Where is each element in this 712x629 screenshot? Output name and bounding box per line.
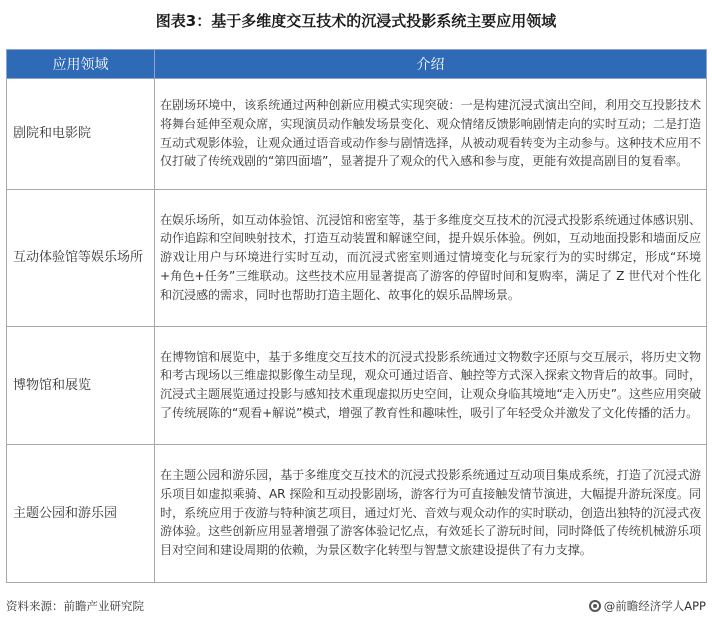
table-row: [7, 327, 707, 445]
table-header-row: [7, 50, 707, 79]
category-cell: 剧院和电影院: [7, 79, 155, 190]
brand-logo-icon: [589, 600, 601, 612]
table-row: [7, 79, 707, 190]
table-row: [7, 190, 707, 327]
chart-title: 图表3：基于多维度交互技术的沉浸式投影系统主要应用领域: [155, 12, 557, 30]
header-description: 介绍: [155, 50, 707, 79]
category-cell: 主题公园和游乐园: [7, 445, 155, 583]
header-category: 应用领域: [7, 50, 155, 79]
brand-credit: [589, 598, 706, 614]
category-cell: 互动体验馆等娱乐场所: [7, 190, 155, 327]
application-table: [6, 49, 707, 583]
table-row: [7, 445, 707, 583]
description-cell: 在娱乐场所，如互动体验馆、沉浸馆和密室等，基于多维度交互技术的沉浸式投影系统通过体感识别、动作追踪和空间映射技术，打造互动装置和解谜空间，提升娱乐体验。例如，互动地面投影和墙面反应游戏让用户与环境进行实时互动，而沉浸式密室则通过情境变化与玩家行为的实时绑定，形成“环境+角色+任务”三维联动。这些技术应用显著提高了游客的停留时间和复购率，满足了 Z 世代对个性化和沉浸感的需求，同时也帮助打造主题化、故事化的娱乐品牌场景。: [155, 190, 707, 327]
category-cell: 博物馆和展览: [7, 327, 155, 445]
description-cell: 在主题公园和游乐园，基于多维度交互技术的沉浸式投影系统通过互动项目集成系统，打造了沉浸式游乐项目如虚拟乘骑、AR 探险和互动投影剧场，游客行为可直接触发情节演进，大幅提升游玩深度。同时，系统应用于夜游与特种演艺项目，通过灯光、音效与观众动作的实时联动，创造出独特的沉浸式夜游体验。这些创新应用显著增强了游客体验记忆点，有效延长了游玩时间，同时降低了传统机械游乐项目对空间和建设周期的依赖，为景区数字化转型与智慧文旅建设提供了有力支撑。: [155, 445, 707, 583]
description-cell: 在博物馆和展览中，基于多维度交互技术的沉浸式投影系统通过文物数字还原与交互展示，将历史文物和考古现场以三维虚拟影像生动呈现，观众可通过语音、触控等方式深入探索文物背后的故事。同时，沉浸式主题展览通过投影与感知技术重现虚拟历史空间，让观众身临其境地“走入历史”。这些应用突破了传统展陈的“观看+解说”模式，增强了教育性和趣味性，吸引了年轻受众并激发了文化传播的活力。: [155, 327, 707, 445]
description-cell: 在剧场环境中，该系统通过两种创新应用模式实现突破：一是构建沉浸式演出空间，利用交互投影技术将舞台延伸至观众席，实现演员动作触发场景变化、观众情绪反馈影响剧情走向的实时互动；二是打造互动式观影体验，让观众通过语音或动作参与剧情选择，从被动观看转变为主动参与。这种技术应用不仅打破了传统戏剧的“第四面墙”，显著提升了观众的代入感和参与度，更能有效提高剧目的复看率。: [155, 79, 707, 190]
brand-label: @前瞻经济学人APP: [603, 599, 706, 613]
source-note: 资料来源：前瞻产业研究院: [6, 599, 144, 613]
